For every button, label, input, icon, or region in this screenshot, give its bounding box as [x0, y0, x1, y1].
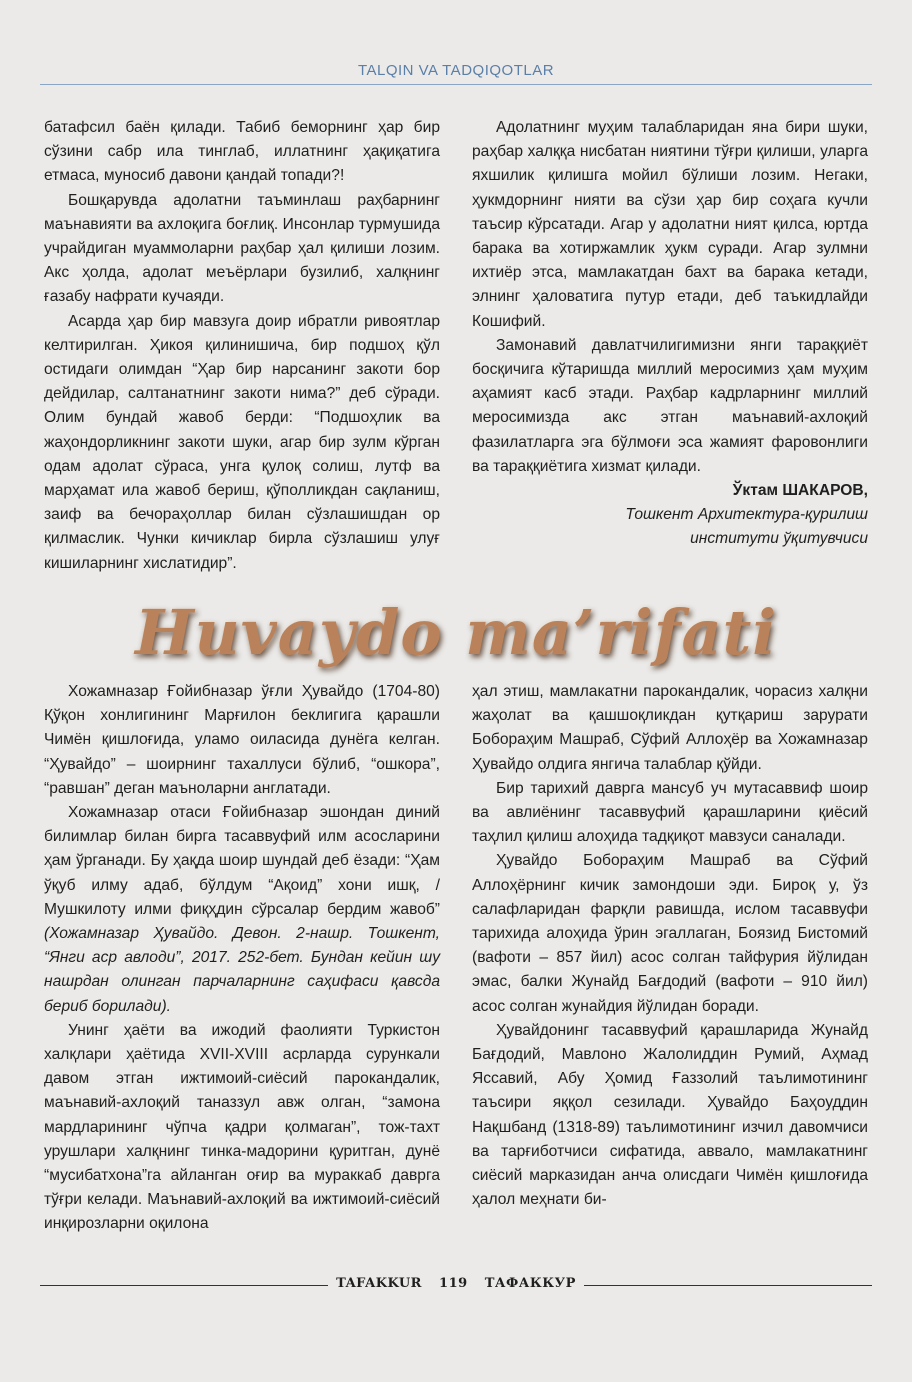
paragraph: Бир тарихий даврга мансуб уч мутасаввиф шоир ва авлиёнинг тасаввуфий қарашларини қиёсий таҳлил қилиш алоҳида тадқиқот мавзуси саналади.	[472, 779, 868, 846]
footer-journal-cyrillic: ТАФАККУР	[484, 1276, 576, 1291]
footer-rule	[584, 1285, 872, 1286]
author-affiliation: Тошкент Архитектура-қурилиш	[625, 506, 868, 524]
citation: (Хожамназар Ҳувайдо. Девон. 2-нашр. Тошкент, “Янги аср авлоди”, 2017. 252-бет. Бундан кейин шу нашрдан олинган парчаларнинг саҳифаси қавсда бериб борилади).	[44, 925, 440, 1015]
column-top-left	[44, 116, 440, 576]
author-affiliation: институти ўқитувчиси	[690, 530, 868, 548]
footer-text	[40, 1276, 872, 1291]
paragraph: Унинг ҳаёти ва ижодий фаолияти Туркистон халқлари ҳаётида XVII-XVIII асрларда сурункали давом этган ижтимоий-сиёсий парокандалик, маънавий-ахлоқий таназзул авж олган, “замона мардларининг чўпча қадри қолмаган”, тож-тахт урушлари халқнинг тинка-мадорини қуритган, дунё “мусибатхона”га айланган оғир ва мураккаб даврга тўғри келади. Маънавий-ахлоқий ва ижтимоий-сиёсий инқирозларни оқилона	[44, 1021, 440, 1233]
section-title: TALQIN VA TADQIQOTLAR	[357, 62, 555, 79]
article-title-block	[0, 596, 912, 669]
author-name: Ўктам ШАКАРОВ,	[732, 482, 868, 500]
paragraph: Ҳувайдо Бобораҳим Машраб ва Сўфий Аллоҳёрнинг кичик замондоши эди. Бироқ у, ўз салафларидан фарқли равишда, ислом тасаввуфи тарихида алоҳида ўрин эгаллаган, Боязид Бистомий (вафоти – 857 йил) асос солган тайфурия йўлидан эмас, балки Жунайд Бағдодий (вафоти – 910 йил) асос солган жунайдия йўлидан боради.	[472, 852, 868, 1015]
header-rule	[40, 84, 872, 85]
page-number: 119	[439, 1276, 468, 1291]
paragraph: Замонавий давлатчилигимизни янги тараққиёт босқичига кўтаришда миллий меросимиз ҳам муҳим аҳамият касб этади. Раҳбар кадрларнинг миллий меросимизда акс этган маънавий-ахлоқий фазилатларга эга бўлмоғи эса жамият фаровонлиги ва тараққиётига хизмат қилади.	[472, 336, 868, 475]
paragraph: Асарда ҳар бир мавзуга доир ибратли ривоятлар келтирилган. Ҳикоя қилинишича, бир подшоҳ қўл остидаги олимдан “Ҳар бир нарсанинг закоти бор дейдилар, салтанатнинг закоти нима?” деб сўради. Олим бундай жавоб берди: “Подшоҳлик ва жаҳондорликнинг закоти шуки, агар бир зулм кўрган одам адолат сўраса, унга қулоқ солиш, лутф ва марҳамат ила жавоб бериш, қўполликдан сақланиш, заиф ва бечораҳоллар билан сўзлашишдан ор қилмаслик. Чунки кичиклар бирла сўзлашиш улуғ кишиларнинг хислатидир”.	[44, 312, 440, 572]
running-header	[40, 58, 872, 88]
column-top-right	[472, 116, 868, 552]
paragraph-text: Хожамназар отаси Ғойибназар эшондан диний билимлар билан бирга тасаввуфий илм асосларини ҳам ўрганади. Бу ҳақда шоир шундай деб ёзади: “Ҳам ўқуб илму адаб, бўлдум “Ақоид” хони ишқ, / Мушкилоту илми фиқҳдин сўрсалар бердим жавоб”	[44, 804, 440, 918]
paragraph: Хожамназар Ғойибназар ўғли Ҳувайдо (1704-80) Қўқон хонлигининг Марғилон беклигига қарашли Чимён қишлоғида, уламо оиласида дунёга келган. “Ҳувайдо” – шоирнинг тахаллуси бўлиб, “ошкора”, “равшан” деган маъноларни англатади.	[44, 683, 440, 797]
paragraph: ҳал этиш, мамлакатни парокандалик, чорасиз халқни жаҳолат ва қашшоқликдан қутқариш зарурати Боборaҳим Машраб, Сўфий Аллоҳёр ва Хожамназар Ҳувайдо олдига янгича талаблар қўйди.	[472, 683, 868, 773]
footer-journal-latin: TAFAKKUR	[336, 1276, 422, 1291]
column-bottom-left	[44, 680, 440, 1237]
paragraph	[44, 801, 440, 1019]
article-title: Huvaydo ma’rifati	[135, 596, 777, 669]
column-bottom-right	[472, 680, 868, 1212]
paragraph: Бошқарувда адолатни таъминлаш раҳбарнинг маънавияти ва ахлоқига боғлиқ. Инсонлар турмушида учрайдиган муаммоларни раҳбар ҳал қилиши лозим. Акс ҳолда, адолат меъёрлари бузилиб, халқнинг ғазабу нафрати кучаяди.	[44, 191, 440, 306]
paragraph: батафсил баён қилади. Табиб беморнинг ҳар бир сўзини сабр ила тинглаб, иллатнинг ҳақиқатига етмаса, муносиб давони қандай топади?!	[44, 119, 440, 185]
paragraph: Адолатнинг муҳим талабларидан яна бири шуки, раҳбар халққа нисбатан ниятини тўғри қилиши, уларга яхшилик қилишга мойил бўлиши лозим. Негаки, ҳукмдорнинг нияти ва сўзи ҳар бир соҳага кучли таъсир кўрсатади. Агар у адолатни ният қилса, юртда барака ва хотиржамлик ҳукм суради. Агар зулмни ихтиёр этса, мамлакатдан бахт ва барака кетади, элнинг ҳаловатига путур етади, деб таъкидлайди Кошифий.	[472, 119, 868, 330]
paragraph: Ҳувайдонинг тасаввуфий қарашларида Жунайд Бағдодий, Мавлоно Жалолиддин Румий, Аҳмад Яссавий, Абу Ҳомид Ғаззолий таълимотининг таъсири яққол сезилади. Ҳувайдо Баҳоуддин Нақшбанд (1318-89) таълимотининг изчил давомчиси ва тарғиботчиси сифатида, аввало, мамлакатнинг сиёсий марказидан анча олисдаги Чимён қишлоғида ҳалол меҳнати би-	[472, 1021, 868, 1209]
running-footer	[40, 1274, 872, 1298]
author-signature	[472, 479, 868, 552]
